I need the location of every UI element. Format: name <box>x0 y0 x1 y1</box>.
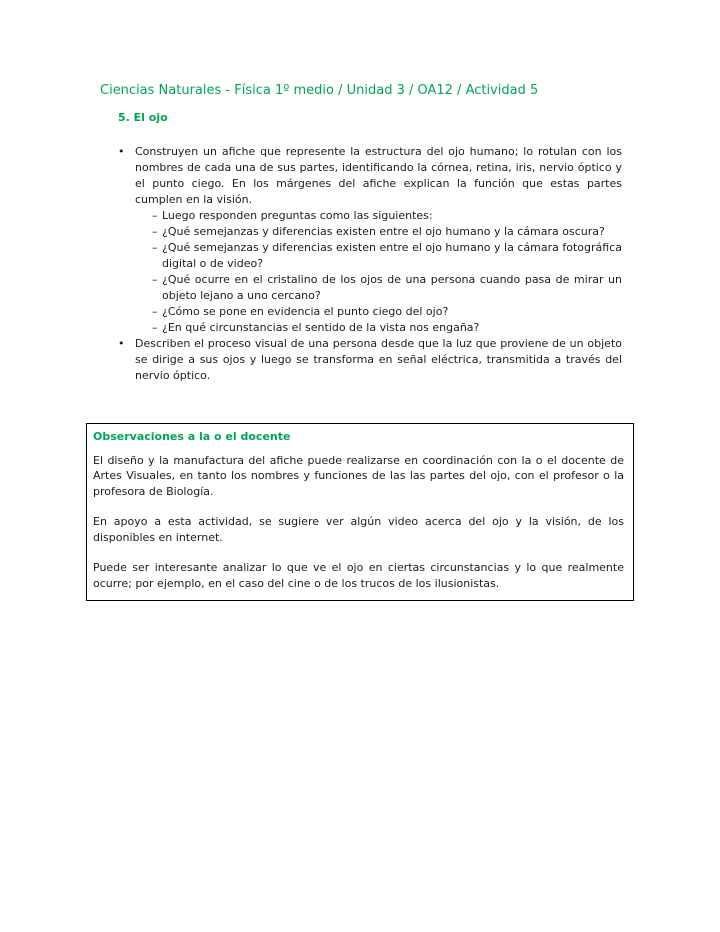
observations-paragraph: El diseño y la manufactura del afiche puede realizarse en coordinación con la o el docente de Artes Visuales, en tanto los nombres y funciones de las las partes del ojo, con el profesor o la profesora de Biología. <box>93 453 624 498</box>
dash-marker: – <box>152 209 158 222</box>
observations-paragraph: Puede ser interesante analizar lo que ve el ojo en ciertas circunstancias y lo que realmente ocurre; por ejemplo, en el caso del cine o de los trucos de los ilusionistas. <box>93 561 624 590</box>
observations-paragraph: En apoyo a esta actividad, se sugiere ver algún video acerca del ojo y la visión, de los disponibles en internet. <box>93 515 624 544</box>
question-text: ¿Qué semejanzas y diferencias existen entre el ojo humano y la cámara fotográfica digital o de video? <box>162 241 622 270</box>
dash-marker: – <box>152 241 158 254</box>
question-text: ¿Cómo se pone en evidencia el punto ciego del ojo? <box>162 305 449 318</box>
activity-bullet-1-text: Construyen un afiche que represente la estructura del ojo humano; lo rotulan con los nombres de cada una de sus partes, identificando la córnea, retina, iris, nervio óptico y el punto ciego. En los márgenes del afiche explican la función que estas partes cumplen en la visión. <box>135 145 622 206</box>
question-text: ¿Qué semejanzas y diferencias existen entre el ojo humano y la cámara oscura? <box>162 225 605 238</box>
question-text: ¿Qué ocurre en el cristalino de los ojos de una persona cuando pasa de mirar un objeto lejano a uno cercano? <box>162 273 622 302</box>
dash-marker: – <box>152 305 158 318</box>
section-heading: 5. El ojo <box>118 111 168 124</box>
list-item <box>152 272 622 304</box>
dash-marker: – <box>152 273 158 286</box>
bullet-marker: • <box>118 145 125 158</box>
list-item <box>152 320 622 336</box>
list-item <box>118 336 622 384</box>
question-text: Luego responden preguntas como las siguientes: <box>162 209 433 222</box>
list-item <box>118 144 622 208</box>
page-title: Ciencias Naturales - Física 1º medio / Unidad 3 / OA12 / Actividad 5 <box>100 83 539 98</box>
observations-heading: Observaciones a la o el docente <box>93 430 291 443</box>
question-list <box>152 208 622 336</box>
dash-marker: – <box>152 321 158 334</box>
dash-marker: – <box>152 225 158 238</box>
list-item <box>152 208 622 224</box>
teacher-observations-box <box>86 423 634 601</box>
question-text: ¿En qué circunstancias el sentido de la vista nos engaña? <box>162 321 480 334</box>
list-item <box>152 304 622 320</box>
activity-content <box>118 144 622 384</box>
list-item <box>152 224 622 240</box>
bullet-marker: • <box>118 337 125 350</box>
activity-bullet-2-text: Describen el proceso visual de una persona desde que la luz que proviene de un objeto se dirige a sus ojos y luego se transforma en señal eléctrica, transmitida a través del nervio óptico. <box>135 337 622 382</box>
list-item <box>152 240 622 272</box>
